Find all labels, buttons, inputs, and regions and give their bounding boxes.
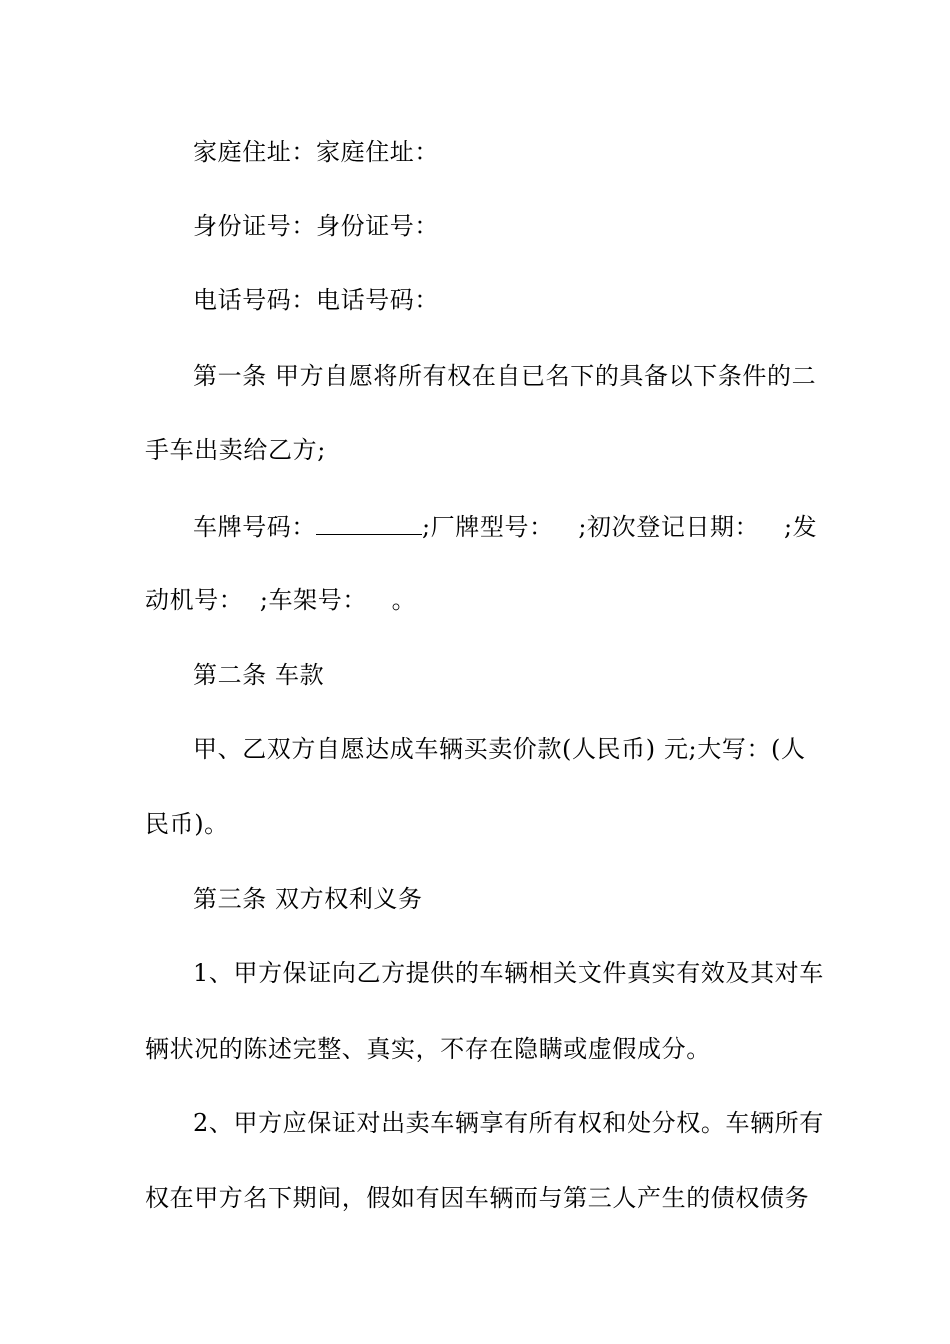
vehicle-info-line-2: 动机号： ;车架号： 。 xyxy=(145,586,417,614)
clause-2-line-2: 权在甲方名下期间，假如有因车辆而与第三人产生的债权债务 xyxy=(145,1184,810,1212)
clause-1-line-2: 辆状况的陈述完整、真实，不存在隐瞒或虚假成分。 xyxy=(145,1035,711,1063)
plate-number-blank xyxy=(316,506,422,535)
article-two-heading: 第二条 车款 xyxy=(193,661,325,689)
price-line-2: 民币)。 xyxy=(145,810,229,838)
article-one-line-2: 手车出卖给乙方; xyxy=(145,436,326,464)
clause-2-line-1: 2、甲方应保证对出卖车辆享有所有权和处分权。车辆所有 xyxy=(193,1109,824,1137)
price-line-1: 甲、乙双方自愿达成车辆买卖价款(人民币) 元;大写：(人 xyxy=(193,735,806,763)
vehicle-info-line-1 xyxy=(193,506,818,546)
plate-number-label: 车牌号码： xyxy=(193,513,316,541)
home-address-line: 家庭住址：家庭住址： xyxy=(193,138,439,166)
clause-1-line-1: 1、甲方保证向乙方提供的车辆相关文件真实有效及其对车 xyxy=(193,959,824,987)
id-number-line: 身份证号：身份证号： xyxy=(193,212,439,240)
phone-number-line: 电话号码：电话号码： xyxy=(193,286,439,314)
vehicle-info-fields: ;厂牌型号： ;初次登记日期： ;发 xyxy=(422,513,818,541)
article-three-heading: 第三条 双方权利义务 xyxy=(193,885,423,913)
article-one-line-1: 第一条 甲方自愿将所有权在自已名下的具备以下条件的二 xyxy=(193,362,817,390)
